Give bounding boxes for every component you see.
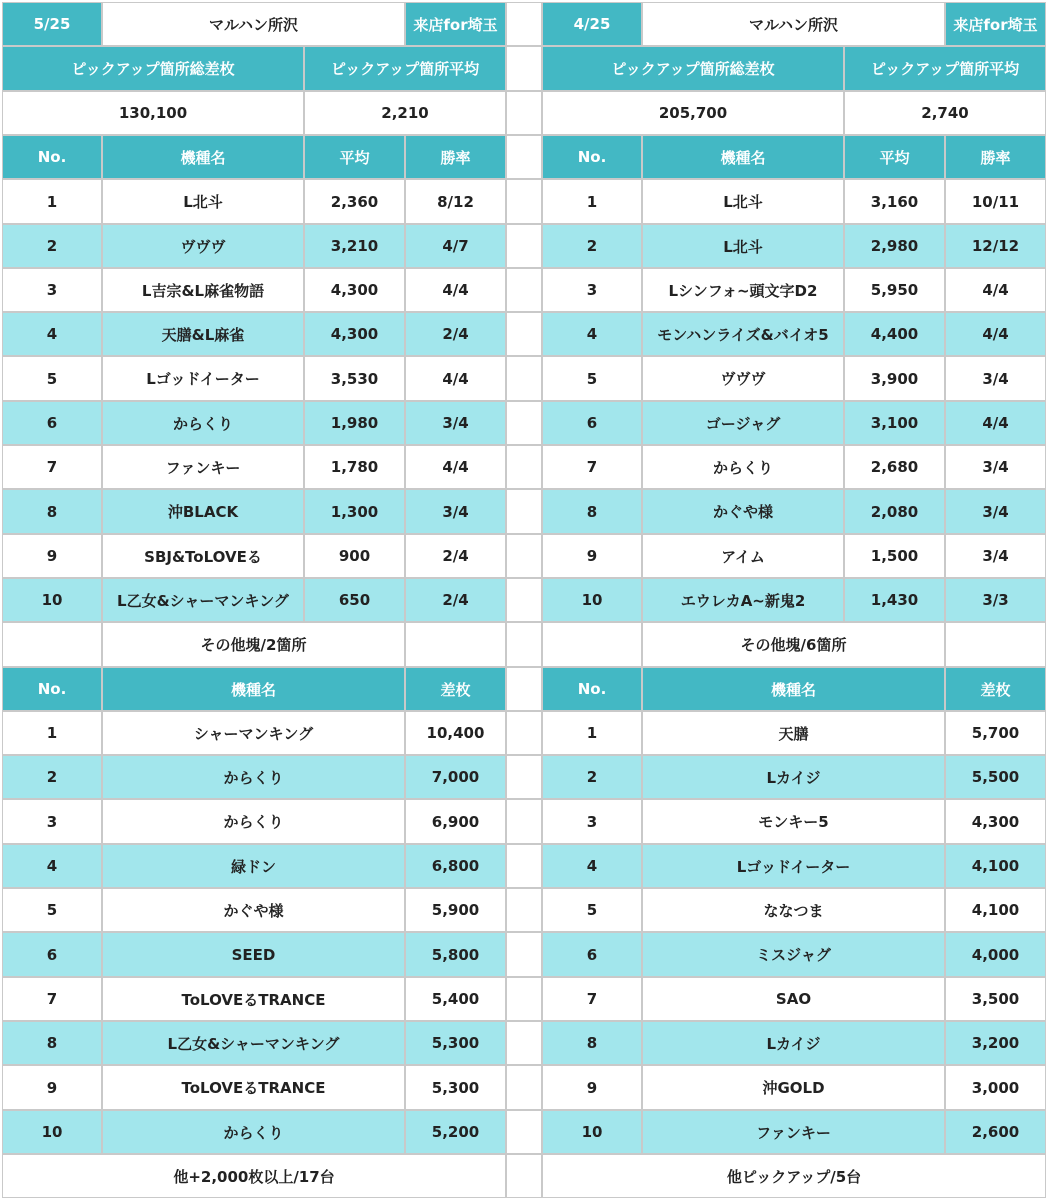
right-pick-no: 5 xyxy=(542,356,642,401)
right-pick-no: 8 xyxy=(542,489,642,534)
left-top-diff: 5,800 xyxy=(405,932,506,977)
left-pick-no: 10 xyxy=(2,578,102,622)
left-top-model: かぐや様 xyxy=(102,888,405,932)
left-visit-label: 来店for埼玉 xyxy=(405,2,506,46)
right-pick-winrate: 3/4 xyxy=(945,356,1046,401)
left-pick-model: ファンキー xyxy=(102,445,304,489)
left-pick-winrate: 4/4 xyxy=(405,356,506,401)
left-pick-model: 天膳&L麻雀 xyxy=(102,312,304,356)
right-top-model: Lゴッドイーター xyxy=(642,844,945,888)
right-top-diff: 5,500 xyxy=(945,755,1046,799)
right-pick-avg: 2,980 xyxy=(844,224,945,268)
right-pick-no: 2 xyxy=(542,224,642,268)
right-pick-model: エウレカA~新鬼2 xyxy=(642,578,844,622)
right-pick-avg: 3,100 xyxy=(844,401,945,445)
right-top-no: 7 xyxy=(542,977,642,1021)
left-pick-model: L北斗 xyxy=(102,179,304,224)
right-top-diff: 3,200 xyxy=(945,1021,1046,1065)
left-top-model: SEED xyxy=(102,932,405,977)
left-pick-avg: 4,300 xyxy=(304,268,405,312)
right-pick-model: L北斗 xyxy=(642,179,844,224)
right-pick-model: からくり xyxy=(642,445,844,489)
left-pick-avg: 1,980 xyxy=(304,401,405,445)
left-top-header-model: 機種名 xyxy=(102,667,405,711)
right-top-model: モンキー5 xyxy=(642,799,945,844)
right-top-header-diff: 差枚 xyxy=(945,667,1046,711)
divider-cell xyxy=(506,1065,542,1110)
left-pick-header-no: No. xyxy=(2,135,102,179)
divider-cell xyxy=(506,2,542,46)
divider-cell xyxy=(506,445,542,489)
left-avg-value: 2,210 xyxy=(304,91,506,135)
right-top-diff: 2,600 xyxy=(945,1110,1046,1154)
divider-cell xyxy=(506,667,542,711)
left-top-no: 2 xyxy=(2,755,102,799)
left-top-diff: 5,400 xyxy=(405,977,506,1021)
right-pick-winrate: 3/3 xyxy=(945,578,1046,622)
left-pick-no: 4 xyxy=(2,312,102,356)
right-avg-label: ピックアップ箇所平均 xyxy=(844,46,1046,91)
left-pick-avg: 3,530 xyxy=(304,356,405,401)
right-pick-header-model: 機種名 xyxy=(642,135,844,179)
right-pick-winrate: 10/11 xyxy=(945,179,1046,224)
divider-cell xyxy=(506,888,542,932)
left-pick-winrate: 2/4 xyxy=(405,312,506,356)
left-top-model: ToLOVEるTRANCE xyxy=(102,1065,405,1110)
divider-cell xyxy=(506,534,542,578)
left-pick-winrate: 3/4 xyxy=(405,401,506,445)
right-top-diff: 3,500 xyxy=(945,977,1046,1021)
left-total-value: 130,100 xyxy=(2,91,304,135)
right-pick-avg: 2,080 xyxy=(844,489,945,534)
left-pick-winrate: 3/4 xyxy=(405,489,506,534)
left-top-diff: 5,200 xyxy=(405,1110,506,1154)
left-top-no: 3 xyxy=(2,799,102,844)
right-pick-winrate: 3/4 xyxy=(945,445,1046,489)
right-top-model: ななつま xyxy=(642,888,945,932)
right-pick-no: 6 xyxy=(542,401,642,445)
right-pick-avg: 5,950 xyxy=(844,268,945,312)
right-pick-winrate: 3/4 xyxy=(945,489,1046,534)
left-top-no: 6 xyxy=(2,932,102,977)
left-other-blank-2 xyxy=(405,622,506,667)
right-top-no: 2 xyxy=(542,755,642,799)
left-pick-model: からくり xyxy=(102,401,304,445)
left-pick-avg: 900 xyxy=(304,534,405,578)
left-top-no: 8 xyxy=(2,1021,102,1065)
left-top-no: 5 xyxy=(2,888,102,932)
left-pick-avg: 2,360 xyxy=(304,179,405,224)
right-top-no: 6 xyxy=(542,932,642,977)
right-pick-no: 3 xyxy=(542,268,642,312)
right-pick-avg: 3,900 xyxy=(844,356,945,401)
left-pick-model: 沖BLACK xyxy=(102,489,304,534)
right-pick-avg: 1,430 xyxy=(844,578,945,622)
divider-cell xyxy=(506,578,542,622)
right-pick-model: L北斗 xyxy=(642,224,844,268)
left-top-diff: 5,900 xyxy=(405,888,506,932)
right-total-label: ピックアップ箇所総差枚 xyxy=(542,46,844,91)
left-pick-no: 8 xyxy=(2,489,102,534)
divider-cell xyxy=(506,932,542,977)
left-store-name: マルハン所沢 xyxy=(102,2,405,46)
left-pick-no: 1 xyxy=(2,179,102,224)
left-top-no: 7 xyxy=(2,977,102,1021)
right-total-value: 205,700 xyxy=(542,91,844,135)
right-top-diff: 4,100 xyxy=(945,844,1046,888)
left-pick-no: 7 xyxy=(2,445,102,489)
left-pick-no: 6 xyxy=(2,401,102,445)
left-top-diff: 5,300 xyxy=(405,1021,506,1065)
left-top-model: からくり xyxy=(102,799,405,844)
right-top-model: 天膳 xyxy=(642,711,945,755)
left-top-diff: 6,900 xyxy=(405,799,506,844)
left-top-diff: 10,400 xyxy=(405,711,506,755)
left-total-label: ピックアップ箇所総差枚 xyxy=(2,46,304,91)
left-pick-model: ヴヴヴ xyxy=(102,224,304,268)
right-other-blank xyxy=(542,622,642,667)
right-top-model: ファンキー xyxy=(642,1110,945,1154)
right-top-model: SAO xyxy=(642,977,945,1021)
right-date-label: 4/25 xyxy=(542,2,642,46)
right-pick-winrate: 3/4 xyxy=(945,534,1046,578)
right-pick-avg: 4,400 xyxy=(844,312,945,356)
right-pick-model: ヴヴヴ xyxy=(642,356,844,401)
right-pick-winrate: 12/12 xyxy=(945,224,1046,268)
right-top-model: 沖GOLD xyxy=(642,1065,945,1110)
right-pick-no: 10 xyxy=(542,578,642,622)
left-top-no: 4 xyxy=(2,844,102,888)
right-top-header-no: No. xyxy=(542,667,642,711)
left-pick-no: 5 xyxy=(2,356,102,401)
divider-cell xyxy=(506,401,542,445)
left-pick-winrate: 4/7 xyxy=(405,224,506,268)
left-pick-winrate: 2/4 xyxy=(405,578,506,622)
left-top-model: からくり xyxy=(102,1110,405,1154)
right-pick-header-avg: 平均 xyxy=(844,135,945,179)
left-top-diff: 7,000 xyxy=(405,755,506,799)
divider-cell xyxy=(506,711,542,755)
right-top-model: Lカイジ xyxy=(642,755,945,799)
divider-cell xyxy=(506,755,542,799)
left-pick-avg: 650 xyxy=(304,578,405,622)
divider-cell xyxy=(506,224,542,268)
left-top-no: 1 xyxy=(2,711,102,755)
right-top-diff: 3,000 xyxy=(945,1065,1046,1110)
left-pick-winrate: 4/4 xyxy=(405,268,506,312)
left-other-note: その他塊/2箇所 xyxy=(102,622,405,667)
left-pick-winrate: 2/4 xyxy=(405,534,506,578)
left-pick-model: Lゴッドイーター xyxy=(102,356,304,401)
left-footer-note: 他+2,000枚以上/17台 xyxy=(2,1154,506,1198)
right-pick-no: 1 xyxy=(542,179,642,224)
left-pick-header-avg: 平均 xyxy=(304,135,405,179)
left-pick-no: 2 xyxy=(2,224,102,268)
right-top-no: 5 xyxy=(542,888,642,932)
right-pick-winrate: 4/4 xyxy=(945,312,1046,356)
right-top-no: 10 xyxy=(542,1110,642,1154)
left-top-model: シャーマンキング xyxy=(102,711,405,755)
left-date-label: 5/25 xyxy=(2,2,102,46)
right-top-no: 1 xyxy=(542,711,642,755)
right-pick-model: ゴージャグ xyxy=(642,401,844,445)
right-avg-value: 2,740 xyxy=(844,91,1046,135)
left-avg-label: ピックアップ箇所平均 xyxy=(304,46,506,91)
left-pick-avg: 4,300 xyxy=(304,312,405,356)
right-footer-note: 他ピックアップ/5台 xyxy=(542,1154,1046,1198)
right-store-name: マルハン所沢 xyxy=(642,2,945,46)
divider-cell xyxy=(506,91,542,135)
left-pick-avg: 1,780 xyxy=(304,445,405,489)
right-pick-winrate: 4/4 xyxy=(945,401,1046,445)
divider-cell xyxy=(506,489,542,534)
divider-cell xyxy=(506,622,542,667)
left-top-no: 10 xyxy=(2,1110,102,1154)
divider-cell xyxy=(506,1021,542,1065)
right-pick-model: モンハンライズ&バイオ5 xyxy=(642,312,844,356)
divider-cell xyxy=(506,135,542,179)
left-pick-header-winrate: 勝率 xyxy=(405,135,506,179)
left-top-no: 9 xyxy=(2,1065,102,1110)
divider-cell xyxy=(506,977,542,1021)
divider-cell xyxy=(506,799,542,844)
left-pick-model: L乙女&シャーマンキング xyxy=(102,578,304,622)
right-top-no: 3 xyxy=(542,799,642,844)
right-pick-no: 9 xyxy=(542,534,642,578)
left-pick-avg: 3,210 xyxy=(304,224,405,268)
left-pick-no: 9 xyxy=(2,534,102,578)
left-pick-winrate: 4/4 xyxy=(405,445,506,489)
right-visit-label: 来店for埼玉 xyxy=(945,2,1046,46)
left-other-blank xyxy=(2,622,102,667)
right-other-note: その他塊/6箇所 xyxy=(642,622,945,667)
right-other-blank-2 xyxy=(945,622,1046,667)
right-pick-header-winrate: 勝率 xyxy=(945,135,1046,179)
right-pick-model: かぐや様 xyxy=(642,489,844,534)
left-top-diff: 5,300 xyxy=(405,1065,506,1110)
left-pick-header-model: 機種名 xyxy=(102,135,304,179)
right-pick-header-no: No. xyxy=(542,135,642,179)
left-pick-model: SBJ&ToLOVEる xyxy=(102,534,304,578)
left-top-header-no: No. xyxy=(2,667,102,711)
divider-cell xyxy=(506,312,542,356)
right-top-diff: 5,700 xyxy=(945,711,1046,755)
divider-cell xyxy=(506,356,542,401)
right-pick-model: アイム xyxy=(642,534,844,578)
divider-cell xyxy=(506,46,542,91)
right-top-no: 8 xyxy=(542,1021,642,1065)
left-pick-winrate: 8/12 xyxy=(405,179,506,224)
right-pick-avg: 3,160 xyxy=(844,179,945,224)
divider-cell xyxy=(506,268,542,312)
left-top-model: ToLOVEるTRANCE xyxy=(102,977,405,1021)
right-top-diff: 4,000 xyxy=(945,932,1046,977)
right-pick-avg: 2,680 xyxy=(844,445,945,489)
right-top-no: 4 xyxy=(542,844,642,888)
right-top-model: Lカイジ xyxy=(642,1021,945,1065)
left-top-diff: 6,800 xyxy=(405,844,506,888)
left-pick-model: L吉宗&L麻雀物語 xyxy=(102,268,304,312)
right-pick-model: Lシンフォ~頭文字D2 xyxy=(642,268,844,312)
divider-cell xyxy=(506,844,542,888)
divider-cell xyxy=(506,1110,542,1154)
right-top-model: ミスジャグ xyxy=(642,932,945,977)
right-top-no: 9 xyxy=(542,1065,642,1110)
right-pick-no: 7 xyxy=(542,445,642,489)
divider-cell xyxy=(506,179,542,224)
right-top-diff: 4,100 xyxy=(945,888,1046,932)
left-top-model: 緑ドン xyxy=(102,844,405,888)
left-top-header-diff: 差枚 xyxy=(405,667,506,711)
left-pick-no: 3 xyxy=(2,268,102,312)
divider-cell xyxy=(506,1154,542,1198)
right-pick-winrate: 4/4 xyxy=(945,268,1046,312)
right-pick-no: 4 xyxy=(542,312,642,356)
left-top-model: L乙女&シャーマンキング xyxy=(102,1021,405,1065)
right-pick-avg: 1,500 xyxy=(844,534,945,578)
right-top-diff: 4,300 xyxy=(945,799,1046,844)
right-top-header-model: 機種名 xyxy=(642,667,945,711)
left-top-model: からくり xyxy=(102,755,405,799)
left-pick-avg: 1,300 xyxy=(304,489,405,534)
